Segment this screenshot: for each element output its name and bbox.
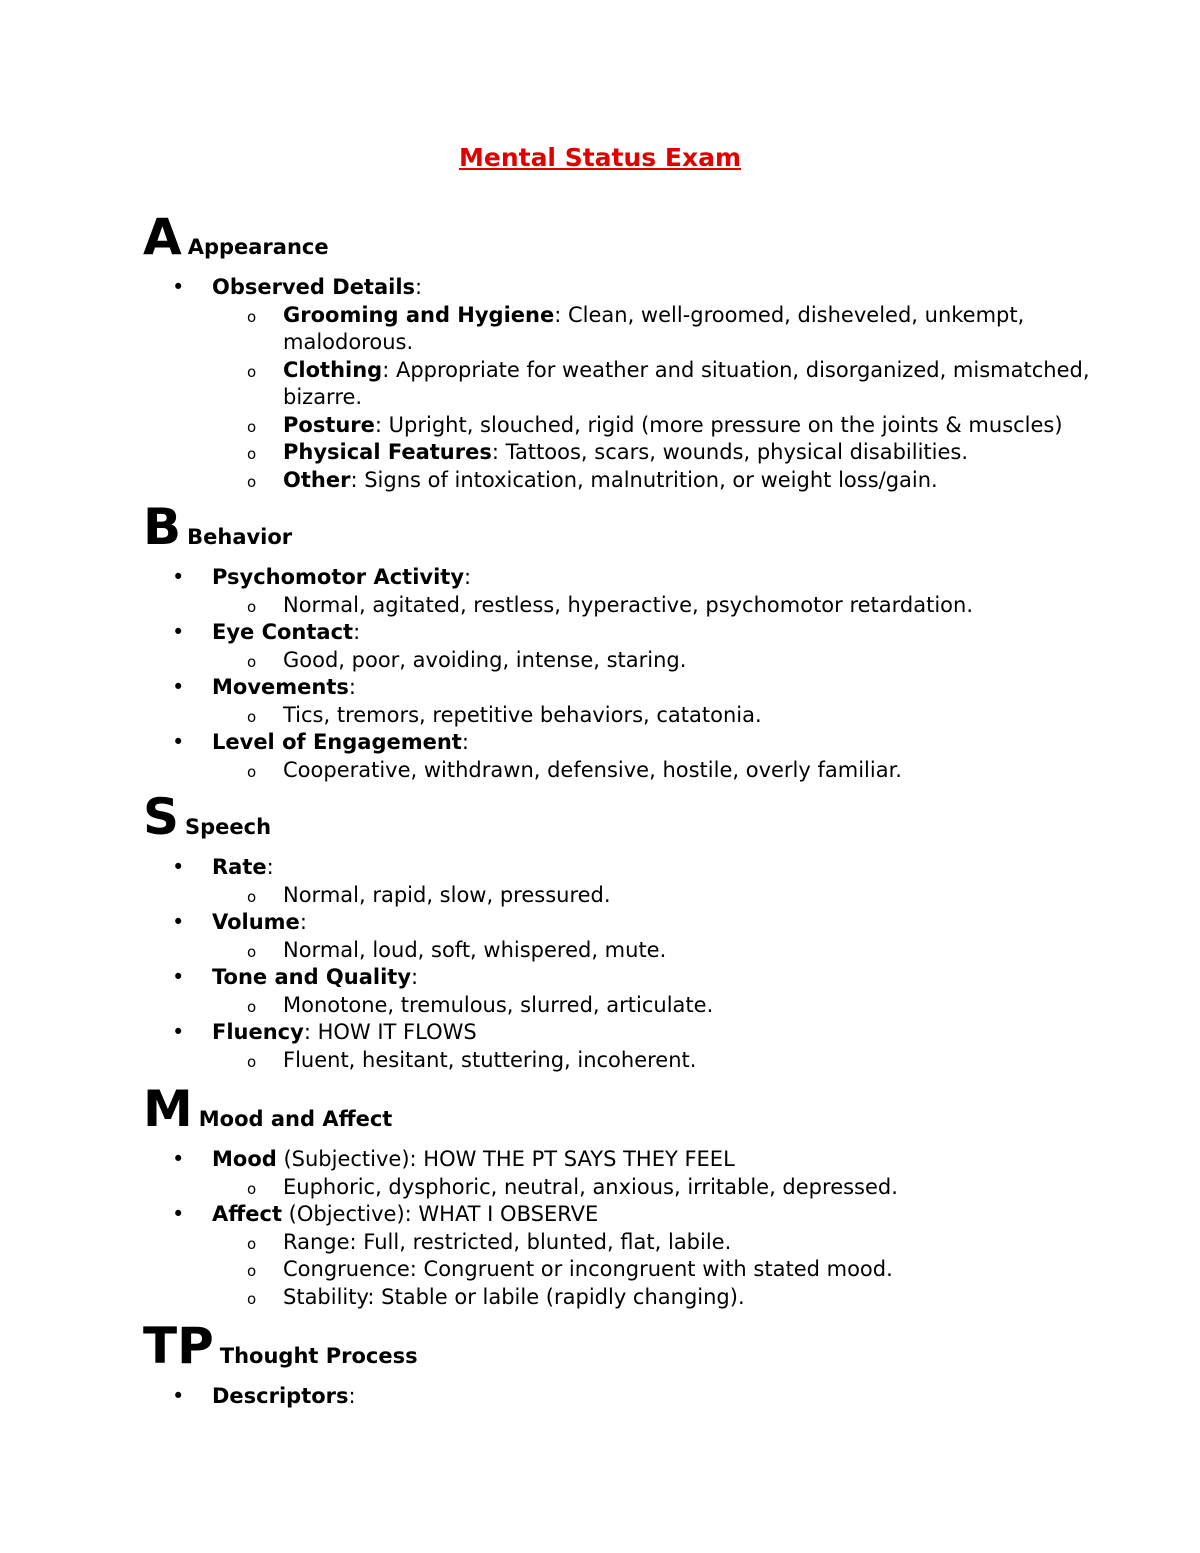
circle-bullet-icon: o <box>247 762 257 781</box>
bullet-icon: • <box>172 675 185 699</box>
bullet-icon: • <box>172 855 185 879</box>
section-heading <box>143 1319 1140 1383</box>
sub-list <box>212 1047 1140 1075</box>
item-text: : Appropriate for weather and situation, disorganized, mismatched, bizarre. <box>283 357 1090 409</box>
circle-bullet-icon: o <box>247 445 257 463</box>
bullet-list <box>143 274 1140 494</box>
item-text: : HOW IT FLOWS <box>303 1020 477 1044</box>
bullet-icon: • <box>172 1384 185 1408</box>
sub-list-item <box>247 937 1140 965</box>
section-letter: A <box>143 208 182 266</box>
bullet-icon: • <box>172 1202 185 1226</box>
item-text: : Signs of intoxication, malnutrition, or weight loss/gain. <box>350 467 938 492</box>
sub-list-item <box>247 467 1140 495</box>
item-term: Posture <box>283 412 375 437</box>
item-term: Other <box>283 467 351 492</box>
sub-list-item <box>247 992 1140 1020</box>
sections-container <box>143 210 1140 1411</box>
sub-list-item <box>247 757 1140 785</box>
bullet-list <box>143 1383 1140 1411</box>
section-letter: TP <box>143 1317 214 1375</box>
circle-bullet-icon: o <box>247 652 257 671</box>
circle-bullet-icon: o <box>247 1179 257 1198</box>
item-text: : Upright, slouched, rigid (more pressure on the joints & muscles) <box>374 412 1063 437</box>
sub-list <box>212 1229 1140 1312</box>
bullet-list <box>143 1146 1140 1311</box>
section-title: Behavior <box>187 525 293 549</box>
list-item <box>172 854 1140 909</box>
circle-bullet-icon: o <box>247 1234 257 1253</box>
document-title: Mental Status Exam <box>458 143 741 172</box>
item-text: Good, poor, avoiding, intense, staring. <box>283 647 687 672</box>
list-item <box>172 964 1140 1019</box>
bullet-icon: • <box>172 965 185 989</box>
item-term: Psychomotor Activity <box>212 565 465 589</box>
section-heading <box>143 210 1140 274</box>
sub-list <box>212 302 1140 495</box>
section-speech <box>143 790 1140 1074</box>
item-text: : <box>353 620 361 644</box>
sub-list <box>212 647 1140 675</box>
sub-list-item <box>247 592 1140 620</box>
section-title: Speech <box>185 815 272 839</box>
bullet-icon: • <box>172 620 185 644</box>
sub-list <box>212 592 1140 620</box>
bullet-list <box>143 854 1140 1074</box>
item-text: Normal, rapid, slow, pressured. <box>283 882 611 907</box>
item-term: Rate <box>212 855 267 879</box>
circle-bullet-icon: o <box>247 1052 257 1071</box>
item-text: Euphoric, dysphoric, neutral, anxious, irritable, depressed. <box>283 1174 898 1199</box>
circle-bullet-icon: o <box>247 362 257 381</box>
sub-list-item <box>247 1284 1140 1312</box>
section-behavior <box>143 500 1140 784</box>
item-term: Fluency <box>212 1020 304 1044</box>
section-letter: B <box>143 498 182 556</box>
item-term: Affect <box>212 1202 282 1226</box>
item-term: Physical Features <box>283 440 492 464</box>
item-text: : <box>415 275 423 299</box>
circle-bullet-icon: o <box>247 997 257 1016</box>
section-title: Appearance <box>187 235 329 259</box>
section-mood-affect <box>143 1082 1140 1311</box>
item-text: (Objective): WHAT I OBSERVE <box>282 1202 599 1226</box>
item-text: Monotone, tremulous, slurred, articulate. <box>283 992 714 1017</box>
list-item <box>172 1201 1140 1311</box>
section-heading <box>143 500 1140 564</box>
sub-list <box>212 1174 1140 1202</box>
circle-bullet-icon: o <box>247 1289 257 1308</box>
item-term: Tone and Quality <box>212 965 412 989</box>
item-term: Volume <box>212 910 300 934</box>
section-letter: S <box>143 788 180 846</box>
item-text: Normal, agitated, restless, hyperactive, psychomotor retardation. <box>283 592 974 617</box>
item-term: Mood <box>212 1147 277 1171</box>
bullet-icon: • <box>172 1147 185 1171</box>
item-text: Range: Full, restricted, blunted, flat, labile. <box>283 1229 732 1254</box>
list-item <box>172 1383 1140 1411</box>
item-text: : <box>348 1384 356 1408</box>
item-text: Congruence: Congruent or incongruent with stated mood. <box>283 1257 893 1281</box>
circle-bullet-icon: o <box>247 942 257 961</box>
list-item <box>172 564 1140 619</box>
item-text: Normal, loud, soft, whispered, mute. <box>283 937 667 962</box>
sub-list-item <box>247 412 1140 440</box>
item-text: Stability: Stable or labile (rapidly changing). <box>283 1284 745 1309</box>
section-heading <box>143 1082 1140 1146</box>
section-thought-process <box>143 1319 1140 1411</box>
sub-list-item <box>247 647 1140 675</box>
sub-list-item <box>247 357 1140 412</box>
sub-list <box>212 937 1140 965</box>
item-text: : <box>461 730 469 754</box>
list-item <box>172 1146 1140 1201</box>
item-text: Fluent, hesitant, stuttering, incoherent. <box>283 1047 697 1072</box>
bullet-icon: • <box>172 565 185 589</box>
item-text: Tics, tremors, repetitive behaviors, catatonia. <box>283 702 762 727</box>
sub-list <box>212 702 1140 730</box>
section-title: Thought Process <box>219 1344 418 1368</box>
sub-list <box>212 882 1140 910</box>
bullet-icon: • <box>172 1020 185 1044</box>
bullet-icon: • <box>172 910 185 934</box>
bullet-icon: • <box>172 730 185 754</box>
item-text: : Tattoos, scars, wounds, physical disabilities. <box>491 440 969 464</box>
item-term: Level of Engagement <box>212 730 462 754</box>
sub-list-item <box>247 1256 1140 1284</box>
section-appearance <box>143 210 1140 494</box>
item-term: Grooming and Hygiene <box>283 302 555 327</box>
item-text: : <box>299 910 307 934</box>
circle-bullet-icon: o <box>247 597 257 616</box>
item-text: : <box>266 855 274 879</box>
item-text: : <box>411 965 419 989</box>
sub-list-item <box>247 882 1140 910</box>
circle-bullet-icon: o <box>247 307 257 326</box>
sub-list-item <box>247 302 1140 357</box>
section-letter: M <box>143 1080 193 1138</box>
list-item <box>172 909 1140 964</box>
item-term: Movements <box>212 675 349 699</box>
item-term: Observed Details <box>212 275 416 299</box>
item-text: : <box>464 565 472 589</box>
sub-list-item <box>247 1047 1140 1075</box>
list-item <box>172 674 1140 729</box>
list-item <box>172 274 1140 494</box>
list-item <box>172 729 1140 784</box>
circle-bullet-icon: o <box>247 472 257 491</box>
item-text: (Subjective): HOW THE PT SAYS THEY FEEL <box>276 1147 735 1171</box>
sub-list-item <box>247 1229 1140 1257</box>
item-text: : <box>348 675 356 699</box>
sub-list-item <box>247 702 1140 730</box>
item-text: : Clean, well-groomed, disheveled, unkempt, malodorous. <box>283 302 1025 354</box>
section-title: Mood and Affect <box>198 1107 393 1131</box>
item-term: Descriptors <box>212 1384 349 1408</box>
sub-list <box>212 992 1140 1020</box>
bullet-icon: • <box>172 275 185 299</box>
section-heading <box>143 790 1140 854</box>
circle-bullet-icon: o <box>247 707 257 726</box>
sub-list <box>212 757 1140 785</box>
circle-bullet-icon: o <box>247 1262 257 1280</box>
item-term: Eye Contact <box>212 620 354 644</box>
bullet-list <box>143 564 1140 784</box>
circle-bullet-icon: o <box>247 417 257 436</box>
item-text: Cooperative, withdrawn, defensive, hostile, overly familiar. <box>283 757 902 782</box>
list-item <box>172 619 1140 674</box>
circle-bullet-icon: o <box>247 887 257 906</box>
item-term: Clothing <box>283 357 383 382</box>
sub-list-item <box>247 439 1140 467</box>
list-item <box>172 1019 1140 1074</box>
sub-list-item <box>247 1174 1140 1202</box>
